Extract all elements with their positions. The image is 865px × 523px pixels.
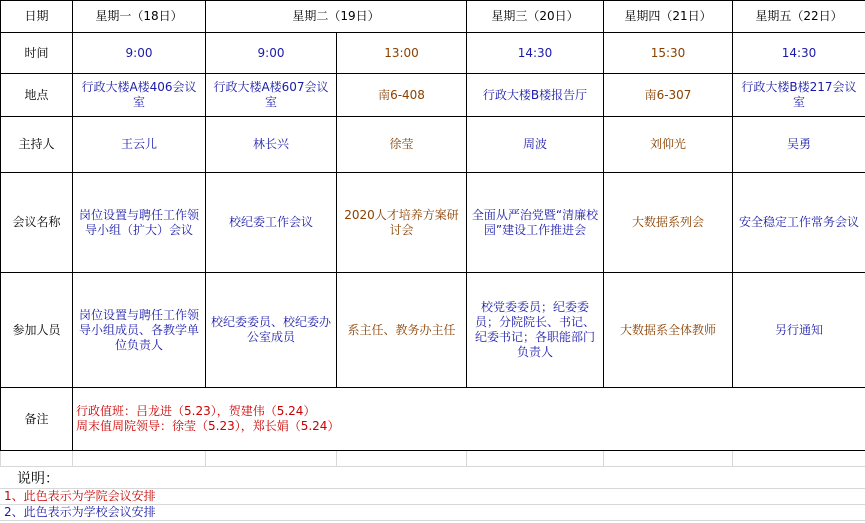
empty-cell: [73, 451, 206, 467]
time-row: [1, 33, 865, 74]
meeting-name-cell: 校纪委工作会议: [206, 173, 337, 273]
school-color-note: 2、此色表示为学校会议安排: [4, 505, 156, 519]
location-cell: 行政大楼B楼217会议室: [733, 74, 865, 117]
blank-row: [1, 451, 865, 467]
explanation-title: 说明：: [17, 471, 59, 487]
weekend-duty-note: 周末值周院领导：徐莹（5.23），郑长娟（5.24）: [76, 419, 340, 433]
attendees-label: 参加人员: [1, 273, 73, 388]
attendees-cell: 系主任、教务办主任: [337, 273, 467, 388]
tuesday-header: 星期二（19日）: [206, 1, 467, 33]
remarks-cell: [73, 388, 865, 451]
college-color-note: 1、此色表示为学院会议安排: [4, 489, 156, 503]
meeting-name-label: 会议名称: [1, 173, 73, 273]
divider: [0, 520, 865, 521]
time-cell: 9:00: [206, 33, 337, 74]
host-row: [1, 117, 865, 173]
meeting-name-cell: 安全稳定工作常务会议: [733, 173, 865, 273]
host-cell: 周波: [467, 117, 604, 173]
empty-cell: [206, 451, 337, 467]
meeting-name-cell: 大数据系列会: [604, 173, 733, 273]
host-cell: 徐莹: [337, 117, 467, 173]
remarks-row: [1, 388, 865, 451]
location-label: 地点: [1, 74, 73, 117]
host-cell: 刘仰光: [604, 117, 733, 173]
location-cell: 南6-408: [337, 74, 467, 117]
host-label: 主持人: [1, 117, 73, 173]
host-cell: 林长兴: [206, 117, 337, 173]
attendees-cell: 校纪委委员、校纪委办公室成员: [206, 273, 337, 388]
meeting-name-cell: 岗位设置与聘任工作领导小组（扩大）会议: [73, 173, 206, 273]
header-row: [1, 1, 865, 33]
empty-cell: [733, 451, 865, 467]
time-label: 时间: [1, 33, 73, 74]
location-cell: 行政大楼A楼406会议室: [73, 74, 206, 117]
wednesday-header: 星期三（20日）: [467, 1, 604, 33]
host-cell: 王云儿: [73, 117, 206, 173]
time-cell: 9:00: [73, 33, 206, 74]
empty-cell: [467, 451, 604, 467]
location-cell: 行政大楼A楼607会议室: [206, 74, 337, 117]
attendees-row: [1, 273, 865, 388]
attendees-cell: 校党委委员；纪委委员；分院院长、书记、纪委书记；各职能部门负责人: [467, 273, 604, 388]
time-cell: 14:30: [733, 33, 865, 74]
location-cell: 南6-307: [604, 74, 733, 117]
meeting-name-row: [1, 173, 865, 273]
monday-header: 星期一（18日）: [73, 1, 206, 33]
time-cell: 14:30: [467, 33, 604, 74]
time-cell: 15:30: [604, 33, 733, 74]
location-row: [1, 74, 865, 117]
meeting-name-cell: 全面从严治党暨“清廉校园”建设工作推进会: [467, 173, 604, 273]
location-cell: 行政大楼B楼报告厅: [467, 74, 604, 117]
attendees-cell: 岗位设置与聘任工作领导小组成员、各教学单位负责人: [73, 273, 206, 388]
time-cell: 13:00: [337, 33, 467, 74]
attendees-cell: 大数据系全体教师: [604, 273, 733, 388]
meeting-name-cell: 2020人才培养方案研讨会: [337, 173, 467, 273]
empty-cell: [337, 451, 467, 467]
empty-cell: [1, 451, 73, 467]
attendees-cell: 另行通知: [733, 273, 865, 388]
remarks-label: 备注: [1, 388, 73, 451]
friday-header: 星期五（22日）: [733, 1, 865, 33]
empty-cell: [604, 451, 733, 467]
duty-note: 行政值班：吕龙进（5.23），贺建伟（5.24）: [76, 404, 316, 418]
date-header: 日期: [1, 1, 73, 33]
thursday-header: 星期四（21日）: [604, 1, 733, 33]
host-cell: 吴勇: [733, 117, 865, 173]
